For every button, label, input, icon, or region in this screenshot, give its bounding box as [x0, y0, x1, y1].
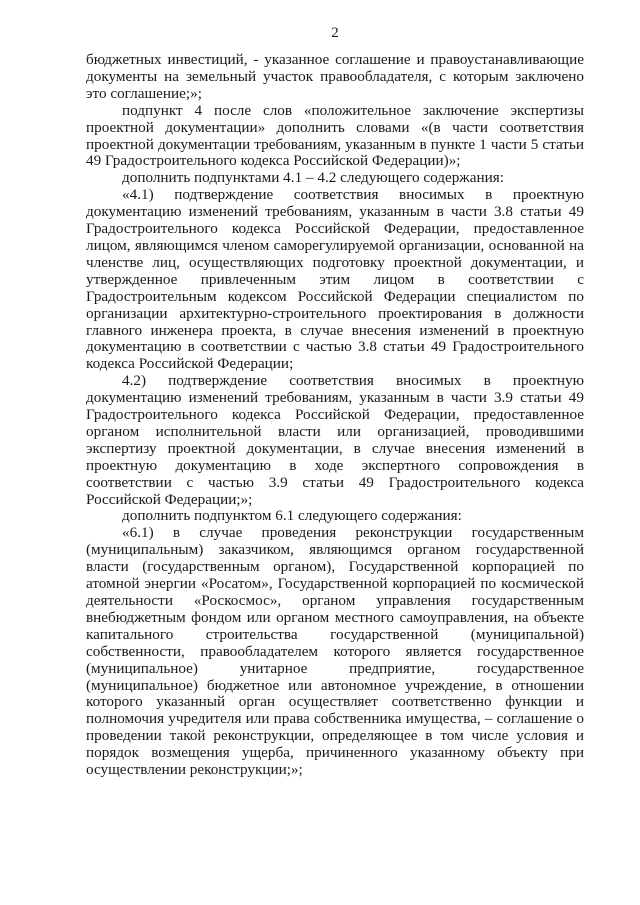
- paragraph-6: дополнить подпунктом 6.1 следующего содержания:: [122, 507, 462, 525]
- document-body: [86, 52, 584, 779]
- paragraph-5: 4.2) подтверждение соответствия вносимых в проектную документацию изменений требованиям, указанным в части 3.9 статьи 49 Градостроительного кодекса Российской Федерации, предоставленное органом исполнительной власти или организацией, проводившими экспертизу проектной документации, в случае внесения изменений в проектную документацию в ходе экспертного сопровождения в соответствии с частью 3.9 статьи 49 Градостроительного кодекса Российской Федерации;»;: [86, 372, 584, 508]
- page-number: 2: [331, 25, 339, 41]
- paragraph-2: подпункт 4 после слов «положительное заключение экспертизы проектной документации» дополнить словами «(в части соответствия проектной документации требованиям, указанным в пункте 1 части 5 статьи 49 Градостроительного кодекса Российской Федерации)»;: [86, 101, 584, 170]
- paragraph-1: бюджетных инвестиций, - указанное соглашение и правоустанавливающие документы на земельный участок правообладателя, с которым заключено это соглашение;»;: [86, 51, 584, 102]
- paragraph-7: «6.1) в случае проведения реконструкции государственным (муниципальным) заказчиком, являющимся органом государственной власти (государственным органом), Государственной корпорацией по атомной энергии «Росатом», Государственной корпорацией по космической деятельности «Роскосмос», органом управления государственным внебюджетным фондом или органом местного самоуправления, на объекте капитального строительства государственной (муниципальной) собственности, правообладателем которого является государственное (муниципальное) унитарное предприятие, государственное (муниципальное) бюджетное или автономное учреждение, в отношении которого указанный орган осуществляет соответственно функции и полномочия учредителя или права собственника имущества, – соглашение о проведении такой реконструкции, определяющее в том числе условия и порядок возмещения ущерба, причиненного указанному объекту при осуществлении реконструкции;»;: [86, 524, 584, 779]
- paragraph-3: дополнить подпунктами 4.1 – 4.2 следующего содержания:: [122, 169, 504, 187]
- paragraph-4: «4.1) подтверждение соответствия вносимых в проектную документацию изменений требованиям, указанным в части 3.8 статьи 49 Градостроительного кодекса Российской Федерации, предоставленное лицом, являющимся членом саморегулируемой организации, основанной на членстве лиц, осуществляющих подготовку проектной документации, и утвержденное привлеченным этим лицом в соответствии с Градостроительным кодексом Российской Федерации специалистом по организации архитектурно-строительного проектирования в должности главного инженера проекта, в случае внесения изменений в проектную документацию в соответствии с частью 3.8 статьи 49 Градостроительного кодекса Российской Федерации;: [86, 186, 584, 373]
